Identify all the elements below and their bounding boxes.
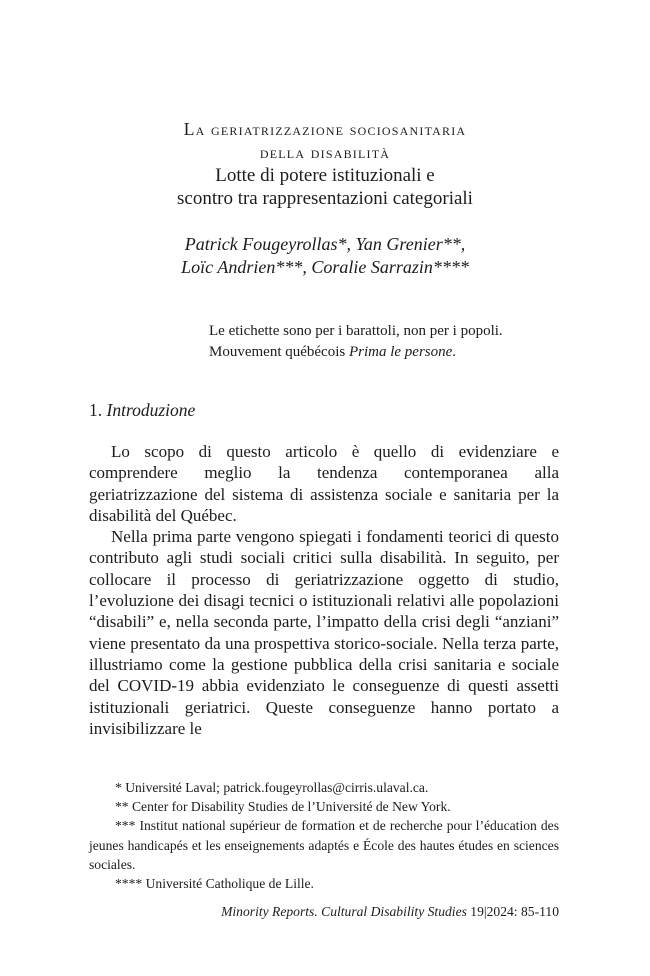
title-line: La geriatrizzazione sociosanitaria bbox=[183, 119, 467, 139]
epigraph-quote: Le etichette sono per i barattoli, non per i popoli. bbox=[209, 323, 503, 339]
epigraph-source-title: Prima le persone bbox=[348, 344, 453, 360]
issue-pages: 19|2024: 85-110 bbox=[466, 904, 559, 919]
author-line: Loïc Andrien***, Coralie Sarrazin**** bbox=[181, 257, 469, 277]
footnotes bbox=[89, 778, 559, 893]
author-line: Patrick Fougeyrollas*, Yan Grenier**, bbox=[184, 234, 466, 254]
epigraph-source bbox=[209, 342, 503, 363]
epigraph bbox=[209, 321, 503, 363]
journal-name: Minority Reports. Cultural Disability Studies bbox=[221, 904, 467, 919]
section-title: Introduzione bbox=[106, 400, 196, 420]
footnote: ** Center for Disability Studies de l’Université de New York. bbox=[115, 799, 451, 815]
epigraph-source-end: . bbox=[452, 344, 457, 360]
section-heading bbox=[89, 400, 195, 421]
subtitle-line: Lotte di potere istituzionali e bbox=[215, 165, 435, 186]
footnote: * Université Laval; patrick.fougeyrollas@cirris.ulaval.ca. bbox=[115, 780, 429, 795]
running-footer bbox=[221, 904, 559, 920]
paragraph: Lo scopo di questo articolo è quello di evidenziare e comprendere meglio la tendenza contemporanea alla geriatrizzazione del sistema di assistenza sociale e sanitaria per la disabilità del Québec. bbox=[89, 442, 559, 525]
epigraph-source-text: Mouvement québécois bbox=[209, 344, 349, 360]
title-line: della disabilità bbox=[259, 142, 391, 162]
footnote: **** Université Catholique de Lille. bbox=[115, 876, 314, 892]
section-number: 1. bbox=[89, 400, 107, 420]
body-text bbox=[89, 441, 559, 739]
subtitle-line: scontro tra rappresentazioni categoriali bbox=[177, 188, 473, 209]
author-list bbox=[0, 233, 650, 279]
paragraph: Nella prima parte vengono spiegati i fondamenti teorici di questo contributo agli studi sociali critici sulla disabilità. In seguito, per collocare il processo di geriatrizzazione oggetto di studio, l’evoluzione dei disagi tecnici o istituzionali relativi alle popolazioni “disabili” e, nella seconda parte, l’impatto della crisi degli “anziani” viene presentato da una prospettiva storico-sociale. Nella terza parte, illustriamo come la gestione pubblica della crisi sanitaria e sociale del COVID-19 abbia evidenziato le conseguenze di questi assetti istituzionali geriatrici. Queste conseguenze hanno portato a invisibilizzare le bbox=[89, 527, 559, 738]
footnote: *** Institut national supérieur de formation et de recherche pour l’éducation des jeunes handicapés et les enseignements adaptés e École des hautes études en sciences sociales. bbox=[89, 818, 559, 872]
article-title bbox=[0, 118, 650, 210]
